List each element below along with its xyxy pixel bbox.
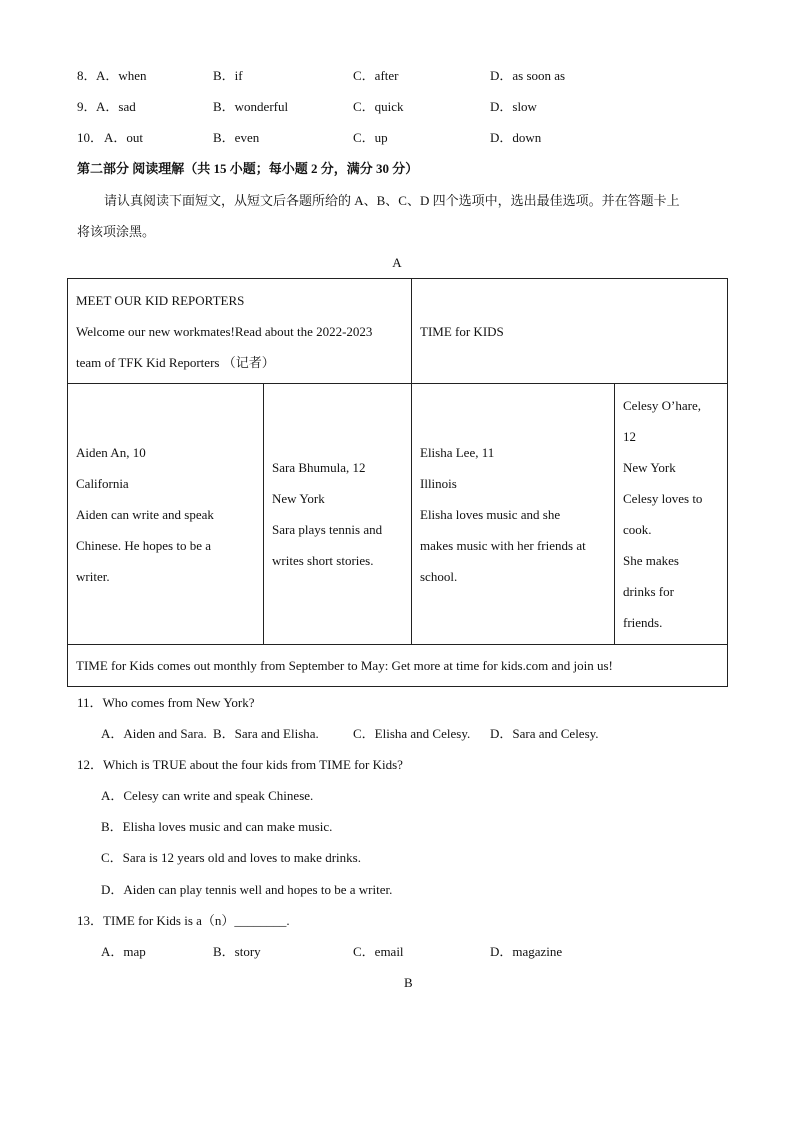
magazine-name: TIME for KIDS: [420, 323, 504, 339]
question-number: 9．: [77, 99, 97, 114]
option-d: D．as soon as: [490, 68, 566, 83]
option-c: C．Sara is 12 years old and loves to make drinks.: [101, 850, 361, 865]
header-cell-right: [412, 279, 728, 384]
kid-line: Aiden An, 10: [76, 444, 146, 460]
option-c: C．up: [353, 130, 388, 145]
kid-line: Elisha loves music and she: [420, 506, 561, 522]
table-footer-row: [68, 645, 728, 687]
question-12-stem: 12．Which is TRUE about the four kids from TIME for Kids?: [77, 757, 403, 772]
kid-line: cook.: [623, 522, 652, 537]
kid-line: Chinese. He hopes to be a: [76, 537, 212, 553]
kid-line: Sara plays tennis and: [272, 522, 383, 537]
kid-line: Elisha Lee, 11: [420, 444, 495, 460]
option-d: D．slow: [490, 99, 537, 114]
option-b: B．Sara and Elisha.: [213, 726, 319, 741]
question-11-stem: 11．Who comes from New York?: [77, 695, 255, 710]
option-b: B．even: [213, 130, 260, 145]
kids-row: [68, 384, 728, 645]
question-number: 8．: [77, 68, 97, 83]
kid-line: drinks for: [623, 584, 674, 599]
option-c: C．after: [353, 68, 399, 83]
section-instruction-cont: 将该项涂黑。: [77, 224, 156, 239]
option-d: D．Aiden can play tennis well and hopes to be a writer.: [101, 882, 393, 897]
option-b: B．Elisha loves music and can make music.: [101, 819, 333, 834]
option-c: C．Elisha and Celesy.: [353, 726, 471, 741]
kid-line: friends.: [623, 615, 663, 630]
kid-line: makes music with her friends at: [420, 537, 586, 553]
option-a: A．Aiden and Sara.: [101, 726, 207, 741]
kid-line: Celesy loves to: [623, 491, 703, 506]
table-header-row: [68, 279, 728, 384]
kid-line: school.: [420, 568, 458, 584]
option-c: C．quick: [353, 99, 404, 114]
kid-line: New York: [623, 460, 676, 475]
section-instruction: 请认真阅读下面短文，从短文后各题所给的 A、B、C、D 四个选项中，选出最佳选项。并在答题卡上: [104, 193, 680, 208]
header-cell-left: [68, 279, 412, 384]
option-a: A．out: [104, 130, 144, 145]
header-title: MEET OUR KID REPORTERS: [76, 292, 245, 308]
kid-cell-celesy: [615, 384, 728, 645]
passage-a-label: A: [392, 255, 402, 270]
passage-a-table: [67, 278, 728, 687]
question-number: 10．: [77, 130, 104, 145]
kid-line: writer.: [76, 568, 110, 584]
option-d: D．down: [490, 130, 542, 145]
kid-line: California: [76, 475, 129, 491]
kid-cell-elisha: [412, 384, 615, 645]
kid-line: Celesy O’hare,: [623, 398, 701, 413]
kid-line: 12: [623, 429, 636, 444]
option-a: A．Celesy can write and speak Chinese.: [101, 788, 314, 803]
kid-line: She makes: [623, 553, 679, 568]
question-13-stem: 13．TIME for Kids is a（n）________.: [77, 913, 290, 928]
kid-line: New York: [272, 491, 325, 506]
option-d: D．Sara and Celesy.: [490, 726, 599, 741]
option-c: C．email: [353, 944, 404, 959]
kid-line: Sara Bhumula, 12: [272, 460, 366, 475]
header-text: team of TFK Kid Reporters （记者）: [76, 354, 275, 370]
passage-b-label: B: [404, 975, 413, 990]
option-a: A．map: [101, 944, 146, 959]
footer-cell: [68, 645, 728, 687]
header-text: Welcome our new workmates!Read about the 2022-2023: [76, 323, 373, 339]
section-title: 第二部分 阅读理解（共 15 小题；每小题 2 分，满分 30 分）: [77, 161, 419, 176]
kid-cell-aiden: [68, 384, 264, 645]
footer-text: TIME for Kids comes out monthly from September to May: Get more at time for kids.com and join us!: [76, 658, 613, 673]
kid-line: Illinois: [420, 475, 457, 491]
kid-cell-sara: [264, 384, 412, 645]
kid-line: writes short stories.: [272, 553, 374, 568]
kid-line: Aiden can write and speak: [76, 506, 214, 522]
option-b: B．story: [213, 944, 261, 959]
option-b: B．if: [213, 68, 243, 83]
option-d: D．magazine: [490, 944, 563, 959]
option-a: A．when: [96, 68, 147, 83]
option-a: A．sad: [96, 99, 136, 114]
option-b: B．wonderful: [213, 99, 289, 114]
